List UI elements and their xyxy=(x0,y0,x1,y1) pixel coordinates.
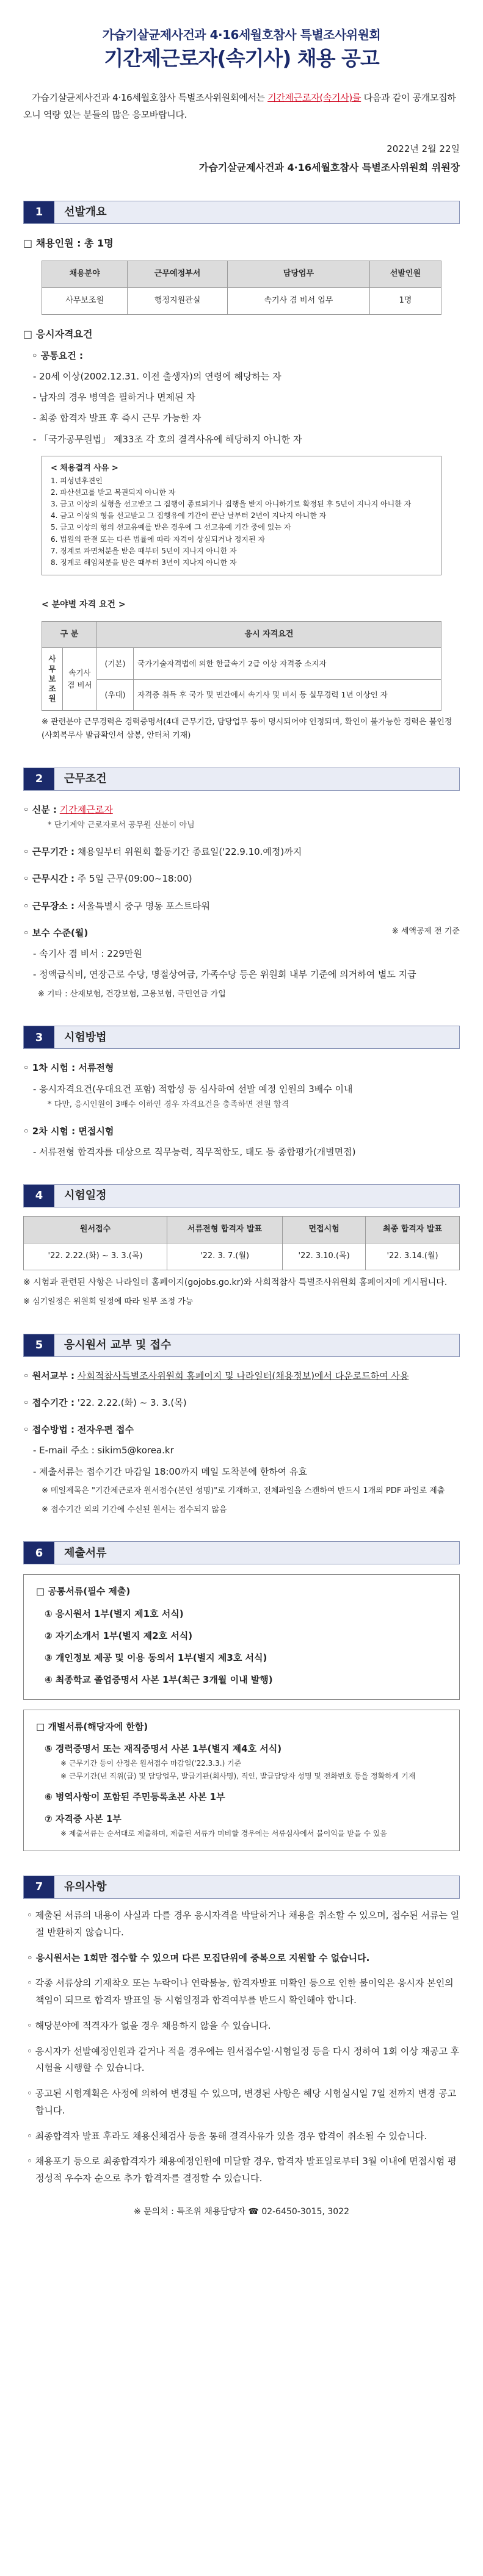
common-documents-label: □ 공통서류(필수 제출) xyxy=(36,1586,131,1597)
list-item: ③ 개인정보 제공 및 이용 동의서 1부(별지 제3호 서식) xyxy=(45,1652,267,1664)
list-item: ◦ 응시자가 선발예정인원과 같거나 적을 경우에는 원서접수일·시험일정 등을 다시 정하여 1회 이상 재공고 후 시험을 시행할 수 있습니다. xyxy=(27,2045,460,2074)
table-header: 담당업무 xyxy=(227,261,369,288)
table-row xyxy=(24,1243,460,1270)
common-requirements-label: ◦ 공통요건 : xyxy=(32,350,83,361)
list-item: ① 응시원서 1부(별지 제1호 서식) xyxy=(45,1608,184,1619)
method-row: ◦ 접수방법 : 전자우편 접수 xyxy=(23,1424,134,1436)
section-title: 근무조건 xyxy=(54,768,459,790)
list-item: - 20세 이상(2002.12.31. 이전 출생자)의 연령에 해당하는 자 xyxy=(33,370,281,382)
table-cell: '22. 3.10.(목) xyxy=(283,1243,366,1270)
caution-note: ※ 접수기간 외의 기간에 수신된 원서는 접수되지 않음 xyxy=(42,1505,227,1514)
field-requirements-title: < 분야별 자격 요건 > xyxy=(42,600,126,610)
list-item: ◦ 제출된 서류의 내용이 사실과 다를 경우 응시자격을 박탈하거나 채용을 취소할 수 있으며, 접수된 서류는 일절 반환하지 않습니다. xyxy=(27,1910,460,1938)
table-header: 응시 자격요건 xyxy=(97,621,441,648)
time-row: ◦ 근무시간 : 주 5일 근무(09:00~18:00) xyxy=(23,873,192,885)
schedule-note: ※ 시험과 관련된 사항은 나라일터 홈페이지(gojobs.go.kr)와 사회적참사 특별조사위원회 홈페이지에 게시됩니다. xyxy=(23,1277,448,1287)
list-item: * 다만, 응시인원이 3배수 이하인 경우 자격요건을 충족하면 전원 합격 xyxy=(48,1099,289,1109)
list-item: - 속기사 겸 비서 : 229만원 xyxy=(33,948,142,960)
table-cell: 속기사 겸 비서 업무 xyxy=(227,287,369,314)
table-header: 면접시험 xyxy=(283,1217,366,1243)
individual-documents-box xyxy=(23,1710,460,1852)
section-title: 시험방법 xyxy=(54,1026,459,1048)
section-number: 4 xyxy=(24,1185,54,1207)
disqualification-box xyxy=(42,456,441,575)
intro-pre: 가습기살균제사건과 4·16세월호참사 특별조사위원회에서는 xyxy=(32,92,268,103)
exam-step-2: ◦ 2차 시험 : 면접시험 xyxy=(23,1125,114,1137)
email-address[interactable]: - E-mail 주소 : sikim5@korea.kr xyxy=(33,1445,174,1456)
table-header: 원서접수 xyxy=(24,1217,167,1243)
table-header: 서류전형 합격자 발표 xyxy=(167,1217,283,1243)
table-cell: 사무보조원 xyxy=(42,287,128,314)
individual-documents-label: □ 개별서류(해당자에 한함) xyxy=(36,1721,148,1732)
list-item: 5. 금고 이상의 형의 선고유예를 받은 경우에 그 선고유예 기간 중에 있는 자 xyxy=(51,523,291,532)
schedule-table xyxy=(23,1216,460,1270)
section-title: 시험일정 xyxy=(54,1185,459,1207)
table-row xyxy=(42,648,441,679)
announcement-date: 2022년 2월 22일 xyxy=(387,143,460,154)
section-number: 1 xyxy=(24,201,54,223)
section-number: 5 xyxy=(24,1334,54,1356)
section-7-header xyxy=(23,1876,460,1899)
experience-footnote: ※ 관련분야 근무경력은 경력증명서(4대 근무기간, 담당업무 등이 명시되어야 인정되며, 확인이 불가능한 경력은 불인정(사회복무사 발급확인서 삼봉, 안터처 기재) xyxy=(42,717,452,741)
table-row xyxy=(42,679,441,710)
table-cell: 사무보조원 xyxy=(42,648,63,710)
table-header: 근무예정부서 xyxy=(128,261,228,288)
list-item: ◦ 공고된 시험계획은 사정에 의하여 변경될 수 있으며, 변경된 사항은 해당 시험실시일 7일 전까지 변경 공고합니다. xyxy=(27,2088,457,2116)
list-item: ◦ 최종합격자 발표 후라도 채용신체검사 등을 통해 결격사유가 있을 경우 합격이 취소될 수 있습니다. xyxy=(27,2130,427,2142)
list-item-note: ※ 근무기간 등이 산정은 원서접수 마감일('22.3.3.) 기준 xyxy=(60,1759,242,1768)
list-item: 3. 금고 이상의 실형을 선고받고 그 집행이 종료되거나 집행을 받지 아니하기로 확정된 후 5년이 지나지 아니한 자 xyxy=(51,500,412,509)
recruit-count: □ 채용인원 : 총 1명 xyxy=(23,237,114,250)
list-item: 7. 징계로 파면처분을 받은 때부터 5년이 지나지 아니한 자 xyxy=(51,546,237,555)
table-cell: '22. 2.22.(화) ~ 3. 3.(목) xyxy=(24,1243,167,1270)
section-number: 3 xyxy=(24,1026,54,1048)
list-item: ◦ 응시원서는 1회만 접수할 수 있으며 다른 모집단위에 중복으로 지원할 수 없습니다. xyxy=(27,1952,370,1963)
list-item: 1. 피성년후견인 xyxy=(51,476,103,485)
place-row: ◦ 근무장소 : 서울특별시 중구 명동 포스트타워 xyxy=(23,900,210,912)
issue-row: ◦ 원서교부 : 사회적참사특별조사위원회 홈페이지 및 나라일터(채용정보)에서 다운로드하여 사용 xyxy=(23,1370,409,1381)
table-cell: 자격증 취득 후 국가 및 민간에서 속기사 및 비서 등 실무경력 1년 이상인 자 xyxy=(134,679,441,710)
status-note: * 단기계약 근로자로서 공무원 신분이 아님 xyxy=(48,821,195,830)
list-item: ⑦ 자격증 사본 1부 xyxy=(45,1813,122,1824)
section-3-header xyxy=(23,1026,460,1049)
table-header: 선발인원 xyxy=(369,261,441,288)
list-item: 2. 파산선고를 받고 복권되지 아니한 자 xyxy=(51,487,176,497)
table-cell: 1명 xyxy=(369,287,441,314)
status-row: ◦ 신분 : 기간제근로자 xyxy=(23,804,113,816)
section-number: 7 xyxy=(24,1876,54,1898)
section-title: 응시원서 교부 및 접수 xyxy=(54,1334,459,1356)
section-5-header xyxy=(23,1334,460,1357)
period-row: ◦ 근무기간 : 채용일부터 위원회 활동기간 종료일('22.9.10.예정)까지 xyxy=(23,846,302,858)
deadline-note: - 제출서류는 접수기간 마감일 18:00까지 메일 도착분에 한하여 유효 xyxy=(33,1466,308,1477)
exam-step-1: ◦ 1차 시험 : 서류전형 xyxy=(23,1062,114,1074)
table-cell: 속기사 겸 비서 xyxy=(63,648,97,710)
list-item: - 남자의 경우 병역을 필하거나 면제된 자 xyxy=(33,392,195,403)
disqualification-title: < 채용결격 사유 > xyxy=(51,463,118,473)
table-cell: 행정지원관실 xyxy=(128,287,228,314)
qualification-title: □ 응시자격요건 xyxy=(23,328,93,340)
section-number: 2 xyxy=(24,768,54,790)
intro-post: 다음과 같이 공개모집하오니 역량 있는 분들의 많은 응모바랍니다. xyxy=(23,92,456,121)
intro-text xyxy=(23,89,460,124)
list-item: 8. 징계로 해임처분을 받은 때부터 3년이 지나지 아니한 자 xyxy=(51,558,237,567)
section-6-header xyxy=(23,1541,460,1564)
section-title: 유의사항 xyxy=(54,1876,459,1898)
section-2-header xyxy=(23,768,460,791)
list-item-note: ※ 제출서류는 순서대로 제출하며, 제출된 서류가 미비할 경우에는 서류심사에서 불이익을 받을 수 있음 xyxy=(60,1829,387,1838)
list-item: ◦ 채용포기 등으로 최종합격자가 채용예정인원에 미달할 경우, 합격자 발표일로부터 3월 이내에 면접시험 평정성적 우수자 순으로 추가 합격자를 결정할 수 있습니다. xyxy=(27,2156,457,2184)
organization-title: 가습기살균제사건과 4·16세월호참사 특별조사위원회 xyxy=(102,27,381,42)
list-item: - 서류전형 합격자를 대상으로 직무능력, 직무적합도, 태도 등 종합평가(개별면접) xyxy=(33,1146,356,1157)
field-requirements-table xyxy=(42,621,441,711)
list-item: ◦ 해당분야에 적격자가 없을 경우 채용하지 않을 수 있습니다. xyxy=(27,2020,271,2031)
section-number: 6 xyxy=(24,1542,54,1564)
list-item-note: ※ 근무기간(년 직위(급) 및 담당업무, 발급기관(회사명), 직인, 발급담당자 성명 및 전화번호 등을 정확하게 기재 xyxy=(60,1772,416,1781)
table-cell: (우대) xyxy=(97,679,134,710)
section-title: 제출서류 xyxy=(54,1542,459,1564)
list-item: ④ 최종학교 졸업증명서 사본 1부(최근 3개월 이내 발행) xyxy=(45,1674,273,1686)
table-cell: '22. 3.14.(월) xyxy=(366,1243,460,1270)
recruit-table xyxy=(42,261,441,315)
list-item: ② 자기소개서 1부(별지 제2호 서식) xyxy=(45,1630,193,1641)
section-4-header xyxy=(23,1184,460,1207)
table-cell: (기본) xyxy=(97,648,134,679)
list-item: 6. 법원의 판결 또는 다른 법률에 따라 자격이 상실되거나 정지된 자 xyxy=(51,534,265,544)
list-item: - 최종 합격자 발표 후 즉시 근무 가능한 자 xyxy=(33,412,202,424)
list-item: - 「국가공무원법」 제33조 각 호의 결격사유에 해당하지 아니한 자 xyxy=(33,433,302,445)
caution-note: ※ 메일제목은 "기간제근로자 원서접수(본인 성명)"로 기재하고, 전체파일을 스캔하여 반드시 1개의 PDF 파일로 제출 xyxy=(42,1486,445,1495)
page-title: 기간제근로자(속기사) 채용 공고 xyxy=(104,46,379,70)
table-header: 채용분야 xyxy=(42,261,128,288)
list-item: ⑤ 경력증명서 또는 재직증명서 사본 1부(별지 제4호 서식) xyxy=(45,1743,282,1754)
table-row xyxy=(42,287,441,314)
period-row: ◦ 접수기간 : '22. 2.22.(화) ~ 3. 3.(목) xyxy=(23,1397,187,1408)
pay-row: ◦ 보수 수준(월) ※ 세액공제 전 기준 xyxy=(23,926,460,938)
table-header: 구 분 xyxy=(42,621,97,648)
table-cell: 국가기술자격법에 의한 한글속기 2급 이상 자격증 소지자 xyxy=(134,648,441,679)
list-item: - 응시자격요건(우대요건 포함) 적합성 등 심사하여 선발 예정 인원의 3배수 이내 xyxy=(33,1083,353,1095)
list-item: ◦ 각종 서류상의 기재착오 또는 누락이나 연락불능, 합격자발표 미확인 등으로 인한 불이익은 응시자 본인의 책임이 되므로 합격자 발표일 등 시험일정과 합격여부를 반드시 확인해야 합니다. xyxy=(27,1977,454,2006)
intro-highlight: 기간제근로자(속기사)를 xyxy=(267,92,361,103)
list-item: 4. 금고 이상의 형을 선고받고 그 집행유예 기간이 끝난 날부터 2년이 지나지 아니한 자 xyxy=(51,511,327,520)
benefits-note: ※ 기타 : 산재보험, 건강보험, 고용보험, 국민연금 가입 xyxy=(38,989,226,999)
section-1-header xyxy=(23,201,460,224)
list-item: - 정액급식비, 연장근로 수당, 명절상여금, 가족수당 등은 위원회 내부 기준에 의거하여 별도 지급 xyxy=(33,969,416,980)
table-header: 최종 합격자 발표 xyxy=(366,1217,460,1243)
documents-box xyxy=(23,1574,460,1699)
contact-info: ※ 문의처 : 특조위 채용담당자 ☎ 02-6450-3015, 3022 xyxy=(133,2206,350,2217)
section-title: 선발개요 xyxy=(54,201,459,223)
signer: 가습기살균제사건과 4·16세월호참사 특별조사위원회 위원장 xyxy=(198,162,460,174)
table-cell: '22. 3. 7.(월) xyxy=(167,1243,283,1270)
header xyxy=(23,0,460,72)
list-item: ⑥ 병역사항이 포함된 주민등록초본 사본 1부 xyxy=(45,1791,225,1802)
schedule-note: ※ 심기일정은 위원회 일정에 따라 일부 조정 가능 xyxy=(23,1297,194,1306)
